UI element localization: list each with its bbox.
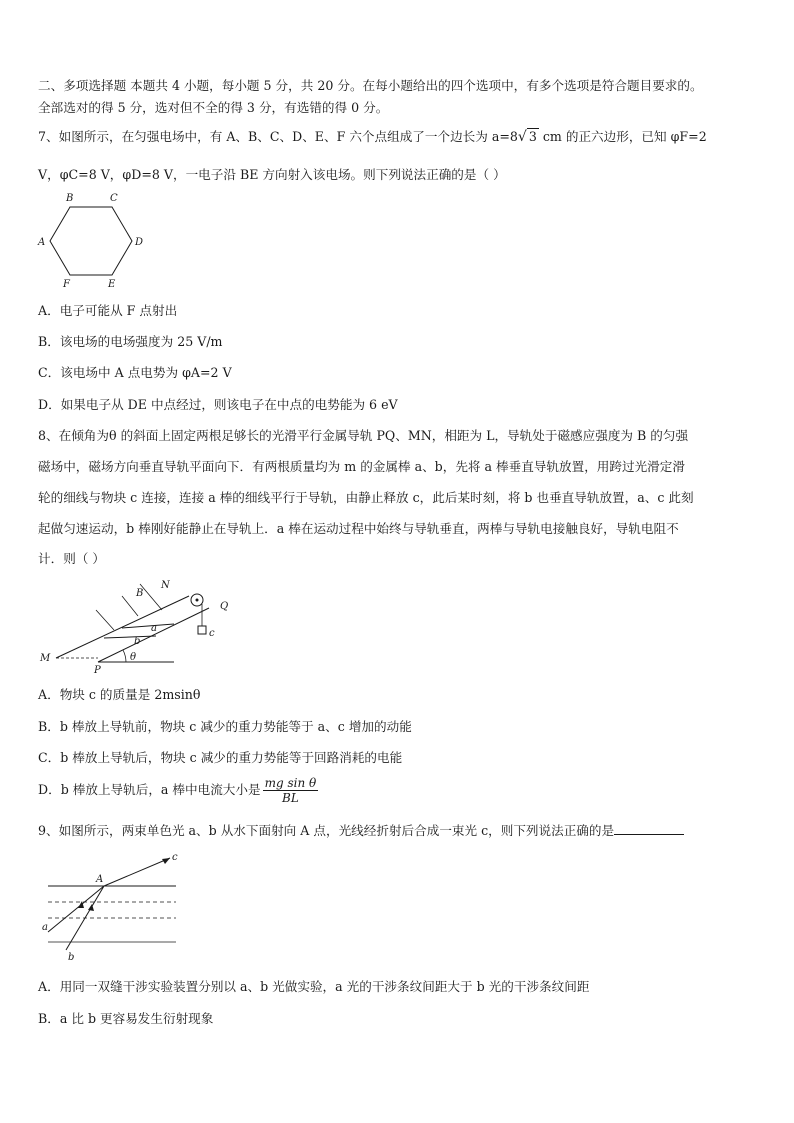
block-c bbox=[198, 626, 206, 634]
q7-stem-b: cm 的正六边形，已知 φF=2 bbox=[538, 129, 707, 144]
q9-stem bbox=[38, 822, 764, 840]
q8-option-b: B．b 棒放上导轨前，物块 c 减少的重力势能等于 a、c 增加的动能 bbox=[38, 719, 412, 734]
q8-stem-line1: 8、在倾角为θ 的斜面上固定两根足够长的光滑平行金属导轨 PQ、MN，相距为 L，导轨处于磁感应强度为 B 的匀强 bbox=[38, 428, 689, 443]
ray-label-a: a bbox=[42, 922, 48, 933]
rail-label-n: N bbox=[161, 580, 170, 591]
rail-label-q: Q bbox=[220, 601, 229, 612]
ray-label-b: b bbox=[68, 952, 75, 963]
rail-label-m: M bbox=[40, 653, 51, 664]
hex-label-e: E bbox=[108, 279, 116, 290]
point-label-a-upper: A bbox=[96, 874, 104, 885]
q8-option-c: C．b 棒放上导轨后，物块 c 减少的重力势能等于回路消耗的电能 bbox=[38, 750, 403, 765]
rail-label-p: P bbox=[94, 665, 101, 676]
ray-label-c: c bbox=[172, 852, 178, 863]
q8-option-d bbox=[38, 776, 318, 805]
q7-option-d: D．如果电子从 DE 中点经过，则该电子在中点的电势能为 6 eV bbox=[38, 397, 398, 412]
q8-option-d-fraction bbox=[263, 776, 319, 805]
rail-label-b: b bbox=[134, 636, 141, 647]
q8-option-a: A．物块 c 的质量是 2msinθ bbox=[38, 687, 201, 702]
q9-option-b: B．a 比 b 更容易发生衍射现象 bbox=[38, 1011, 214, 1026]
hexagon-figure bbox=[34, 190, 146, 290]
q9-stem-text: 9、如图所示，两束单色光 a、b 从水下面射向 A 点，光线经折射后合成一束光 c，则下列说法正确的是 bbox=[38, 823, 615, 838]
q8-option-d-text: D．b 棒放上导轨后，a 棒中电流大小是 bbox=[38, 782, 261, 797]
refraction-figure bbox=[34, 846, 194, 966]
hex-label-d: D bbox=[135, 237, 144, 248]
fraction-denominator: BL bbox=[282, 791, 299, 805]
q8-stem-line4: 起做匀速运动，b 棒刚好能静止在导轨上．a 棒在运动过程中始终与导轨垂直，两棒与导轨电接触良好，导轨电阻不 bbox=[38, 521, 679, 536]
fraction-numerator: mg sin θ bbox=[264, 776, 317, 790]
rail-label-b-field: B bbox=[136, 588, 144, 599]
answer-blank[interactable] bbox=[614, 822, 684, 835]
q7-stem-line1 bbox=[38, 128, 764, 146]
section-heading-line1: 二、多项选择题 本题共 4 小题，每小题 5 分，共 20 分。在每小题给出的四个选项中，有多个选项是符合题目要求的。 bbox=[38, 78, 703, 93]
rail-label-c: c bbox=[209, 628, 215, 639]
q7-sqrt-value: 3 bbox=[528, 129, 537, 144]
q9-option-a: A．用同一双缝干涉实验装置分别以 a、b 光做实验，a 光的干涉条纹间距大于 b 光的干涉条纹间距 bbox=[38, 979, 590, 994]
section-heading-line2: 全部选对的得 5 分，选对但不全的得 3 分，有选错的得 0 分。 bbox=[38, 100, 389, 115]
rail-label-a: a bbox=[151, 623, 157, 634]
q7-stem-a: 7、如图所示，在匀强电场中，有 A、B、C、D、E、F 六个点组成了一个边长为 a=8 bbox=[38, 129, 518, 144]
q7-option-b: B．该电场的电场强度为 25 V/m bbox=[38, 334, 223, 349]
q8-stem-line2: 磁场中，磁场方向垂直导轨平面向下．有两根质量均为 m 的金属棒 a、b，先将 a 棒垂直导轨放置，用跨过光滑定滑 bbox=[38, 459, 685, 474]
incline-rails-figure bbox=[34, 576, 244, 676]
hex-label-c: C bbox=[110, 193, 118, 204]
hex-label-a: A bbox=[38, 237, 46, 248]
sqrt-sign: √ bbox=[517, 129, 527, 145]
q7-stem-line2: V，φC=8 V，φD=8 V，一电子沿 BE 方向射入该电场。则下列说法正确的是（ ） bbox=[38, 167, 506, 182]
hex-label-b: B bbox=[66, 193, 74, 204]
q8-stem-line5: 计．则（ ） bbox=[38, 551, 105, 566]
hex-label-f: F bbox=[63, 279, 70, 290]
q7-option-c: C．该电场中 A 点电势为 φA=2 V bbox=[38, 365, 232, 380]
hexagon-shape bbox=[50, 207, 132, 275]
rail-label-theta: θ bbox=[130, 652, 137, 663]
q7-option-a: A．电子可能从 F 点射出 bbox=[38, 303, 178, 318]
q8-stem-line3: 轮的细线与物块 c 连接，连接 a 棒的细线平行于导轨，由静止释放 c，此后某时刻，将 b 也垂直导轨放置，a、c 此刻 bbox=[38, 490, 694, 505]
